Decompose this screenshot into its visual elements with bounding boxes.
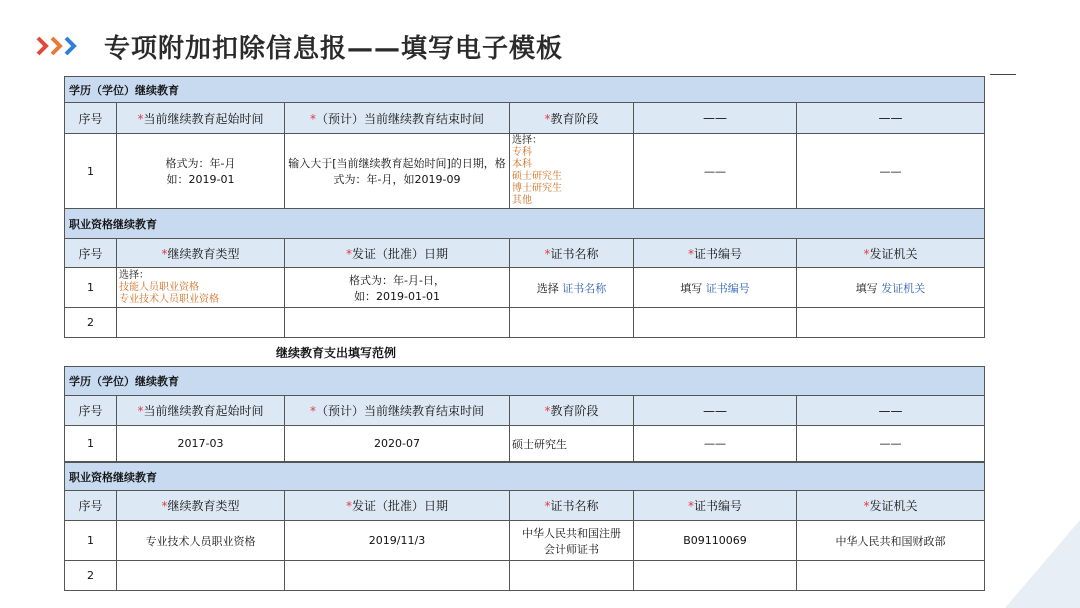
col-header: *发证（批准）日期 [285, 239, 510, 268]
date-hint: 格式为：年-月-日， 如：2019-01-01 [285, 268, 510, 308]
example-edu-table [64, 366, 985, 462]
col-header: *教育阶段 [510, 396, 634, 426]
cert-no-hint: 填写 证书编号 [634, 268, 797, 308]
start-time-hint: 格式为：年-月 如：2019-01 [117, 134, 285, 209]
col-header: *发证（批准）日期 [285, 491, 510, 521]
col-header: 序号 [65, 239, 117, 268]
section-title: 学历（学位）继续教育 [65, 367, 985, 396]
col-header: *继续教育类型 [117, 491, 285, 521]
start-time: 2017-03 [117, 426, 285, 462]
col-header: 序号 [65, 491, 117, 521]
type-options: 选择： 技能人员职业资格 专业技术人员职业资格 [117, 268, 285, 308]
section-title: 职业资格继续教育 [65, 209, 985, 239]
col-header: —— [634, 396, 797, 426]
empty-cell [797, 561, 985, 591]
empty-cell [510, 308, 634, 338]
triple-chevron-icon [36, 35, 84, 57]
col-header: 序号 [65, 396, 117, 426]
empty-cell [117, 561, 285, 591]
col-header: *证书编号 [634, 239, 797, 268]
empty-cell: —— [797, 426, 985, 462]
col-header: *证书编号 [634, 491, 797, 521]
col-header: *当前继续教育起始时间 [117, 396, 285, 426]
empty-cell [285, 561, 510, 591]
stage-options: 选择： 专科 本科 硕士研究生 博士研究生 其他 [510, 134, 634, 209]
page-title: 专项附加扣除信息报——填写电子模板 [104, 33, 564, 64]
col-header: *教育阶段 [510, 103, 634, 134]
col-header: *发证机关 [797, 491, 985, 521]
issue-date: 2019/11/3 [285, 521, 510, 561]
end-time-hint: 输入大于[当前继续教育起始时间]的日期，格式为：年-月，如2019-09 [285, 134, 510, 209]
col-header: *当前继续教育起始时间 [117, 103, 285, 134]
template-prof-table [64, 208, 985, 338]
empty-cell [634, 561, 797, 591]
cert-name: 中华人民共和国注册 会计师证书 [510, 521, 634, 561]
cert-name-hint: 选择 证书名称 [510, 268, 634, 308]
col-header: *证书名称 [510, 491, 634, 521]
col-header: —— [634, 103, 797, 134]
end-time: 2020-07 [285, 426, 510, 462]
col-header: —— [797, 103, 985, 134]
header-rule [990, 74, 1016, 75]
col-header: *发证机关 [797, 239, 985, 268]
row-number: 1 [65, 426, 117, 462]
authority: 中华人民共和国财政部 [797, 521, 985, 561]
empty-cell [117, 308, 285, 338]
col-header: *（预计）当前继续教育结束时间 [285, 396, 510, 426]
empty-cell: —— [797, 134, 985, 209]
cert-no: B09110069 [634, 521, 797, 561]
empty-cell: —— [634, 426, 797, 462]
col-header: —— [797, 396, 985, 426]
empty-cell: —— [634, 134, 797, 209]
col-header: *继续教育类型 [117, 239, 285, 268]
slide-header [36, 26, 563, 66]
empty-cell [797, 308, 985, 338]
section-title: 学历（学位）继续教育 [65, 77, 985, 103]
example-caption: 继续教育支出填写范例 [276, 346, 397, 360]
stage: 硕士研究生 [510, 426, 634, 462]
col-header: *证书名称 [510, 239, 634, 268]
row-number: 1 [65, 268, 117, 308]
template-edu-table [64, 76, 985, 209]
section-title: 职业资格继续教育 [65, 463, 985, 491]
row-number: 1 [65, 134, 117, 209]
example-prof-table [64, 462, 985, 591]
col-header: 序号 [65, 103, 117, 134]
row-number: 1 [65, 521, 117, 561]
empty-cell [285, 308, 510, 338]
col-header: *（预计）当前继续教育结束时间 [285, 103, 510, 134]
row-number: 2 [65, 308, 117, 338]
authority-hint: 填写 发证机关 [797, 268, 985, 308]
empty-cell [634, 308, 797, 338]
row-number: 2 [65, 561, 117, 591]
empty-cell [510, 561, 634, 591]
education-type: 专业技术人员职业资格 [117, 521, 285, 561]
